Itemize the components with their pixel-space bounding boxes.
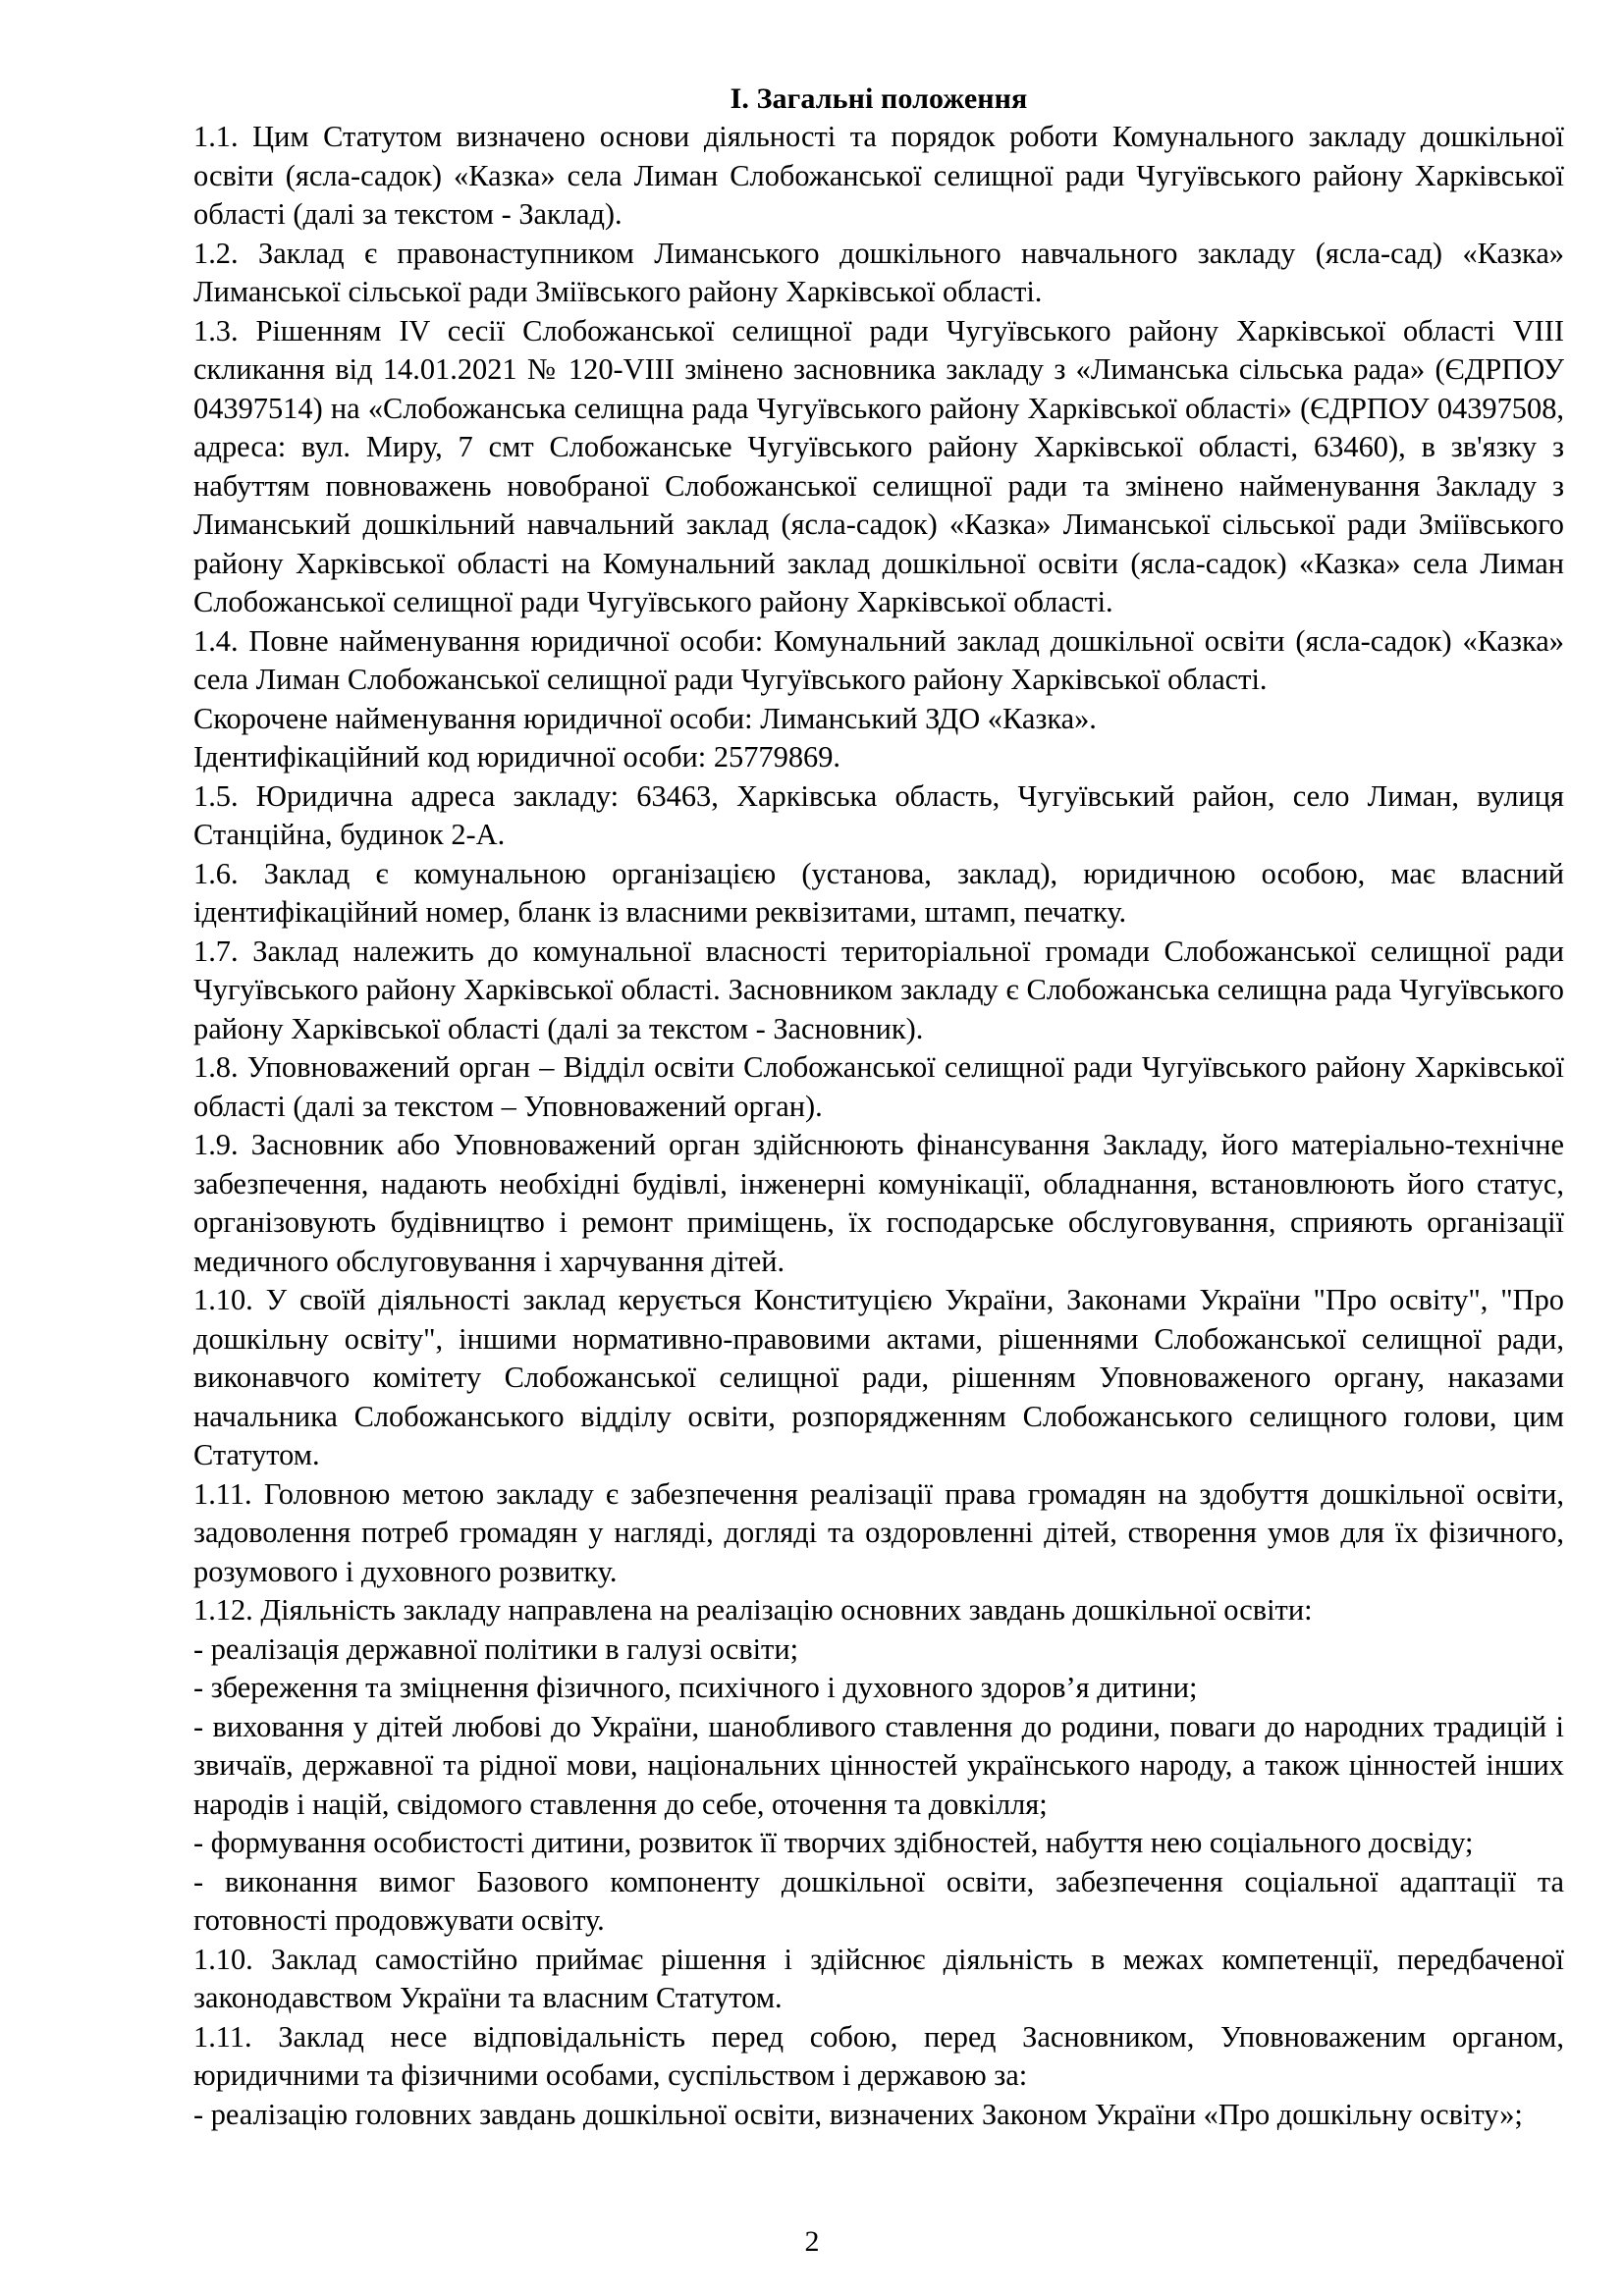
paragraph-1-5: 1.5. Юридична адреса закладу: 63463, Харківська область, Чугуївський район, село Лиман, вулиця Станційна, будинок 2-А. <box>193 778 1564 851</box>
paragraph-short-name: Скорочене найменування юридичної особи: Лиманський ЗДО «Казка». <box>193 701 1097 735</box>
paragraph-1-6: 1.6. Заклад є комунальною організацією (установа, заклад), юридичною особою, має власний ідентифікаційний номер, бланк із власними реквізитами, штамп, печатку. <box>193 856 1564 929</box>
paragraph-1-1: 1.1. Цим Статутом визначено основи діяльності та порядок роботи Комунального закладу дошкільної освіти (ясла-садок) «Казка» села Лиман Слобожанської селищної ради Чугуївського району Харківської області (далі за текстом - Заклад). <box>193 120 1564 231</box>
paragraph-1-10: 1.10. У своїй діяльності заклад керується Конституцією України, Законами України "Про освіту", "Про дошкільну освіту", іншими нормативно-правовими актами, рішеннями Слобожанської селищної ради, виконавчого комітету Слобожанської селищної ради, рішенням Уповноваженого органу, наказами начальника Слобожанського відділу освіти, розпорядженням Слобожанського селищного голови, цим Статутом. <box>193 1283 1564 1471</box>
paragraph-1-7: 1.7. Заклад належить до комунальної власності територіальної громади Слобожанської селищної ради Чугуївського району Харківської області. Засновником закладу є Слобожанська селищна рада Чугуївського району Харківської області (далі за текстом - Засновник). <box>193 934 1564 1045</box>
paragraph-1-2: 1.2. Заклад є правонаступником Лиманського дошкільного навчального закладу (ясла-сад) «Казка» Лиманської сільської ради Зміївського району Харківської області. <box>193 236 1564 308</box>
document-body <box>193 80 1564 2134</box>
paragraph-1-4: 1.4. Повне найменування юридичної особи: Комунальний заклад дошкільної освіти (ясла-садок) «Казка» села Лиман Слобожанської селищної ради Чугуївського району Харківської області. <box>193 623 1564 696</box>
paragraph-1-3: 1.3. Рішенням IV сесії Слобожанської селищної ради Чугуївського району Харківської області VIII скликання від 14.01.2021 № 120-VIII змінено засновника закладу з «Лиманська сільська рада» (ЄДРПОУ 04397514) на «Слобожанська селищна рада Чугуївського району Харківської області» (ЄДРПОУ 04397508, адреса: вул. Миру, 7 смт Слобожанське Чугуївського району Харківської області, 63460), в зв'язку з набуттям повноважень новобраної Слобожанської селищної ради та змінено найменування Закладу з Лиманський дошкільний навчальний заклад (ясла-садок) «Казка» Лиманської сільської ради Зміївського району Харківської області на Комунальний заклад дошкільної освіти (ясла-садок) «Казка» села Лиман Слобожанської селищної ради Чугуївського району Харківської області. <box>193 313 1564 618</box>
paragraph-1-9: 1.9. Засновник або Уповноважений орган здійснюють фінансування Закладу, його матеріально-технічне забезпечення, надають необхідні будівлі, інженерні комунікації, обладнання, встановлюють його статус, організовують будівництво і ремонт приміщень, їх господарське обслуговування, сприяють організації медичного обслуговування і харчування дітей. <box>193 1128 1564 1278</box>
list-item-main-tasks: - реалізацію головних завдань дошкільної освіти, визначених Законом України «Про дошкільну освіту»; <box>193 2097 1523 2131</box>
paragraph-1-11-repeat: 1.11. Заклад несе відповідальність перед собою, перед Засновником, Уповноваженим органом, юридичними та фізичними особами, суспільством і державою за: <box>193 2019 1564 2092</box>
page-number: 2 <box>804 2225 820 2258</box>
list-item-basic-component: - виконання вимог Базового компоненту дошкільної освіти, забезпечення соціальної адаптації та готовності продовжувати освіту. <box>193 1864 1564 1937</box>
section-title: I. Загальні положення <box>730 82 1028 115</box>
paragraph-1-12: 1.12. Діяльність закладу направлена на реалізацію основних завдань дошкільної освіти: <box>193 1593 1313 1627</box>
paragraph-1-10-repeat: 1.10. Заклад самостійно приймає рішення і здійснює діяльність в межах компетенції, передбаченої законодавством України та власним Статутом. <box>193 1942 1564 2014</box>
paragraph-1-8: 1.8. Уповноважений орган – Відділ освіти Слобожанської селищної ради Чугуївського району Харківської області (далі за текстом – Уповноважений орган). <box>193 1050 1564 1123</box>
list-item-personality: - формування особистості дитини, розвиток її творчих здібностей, набуття нею соціального досвіду; <box>193 1826 1474 1859</box>
list-item-state-policy: - реалізація державної політики в галузі освіти; <box>193 1631 799 1666</box>
list-item-health: - збереження та зміцнення фізичного, психічного і духовного здоров’я дитини; <box>193 1671 1198 1704</box>
paragraph-identification-code: Ідентифікаційний код юридичної особи: 25779869. <box>193 740 841 774</box>
list-item-upbringing: - виховання у дітей любові до України, шанобливого ставлення до родини, поваги до народних традицій і звичаїв, державної та рідної мови, національних цінностей українського народу, а також цінностей інших народів і націй, свідомого ставлення до себе, оточення та довкілля; <box>193 1709 1564 1821</box>
paragraph-1-11: 1.11. Головною метою закладу є забезпечення реалізації права громадян на здобуття дошкільної освіти, задоволення потреб громадян у нагляді, догляді та оздоровленні дітей, створення умов для їх фізичного, розумового і духовного розвитку. <box>193 1476 1564 1588</box>
